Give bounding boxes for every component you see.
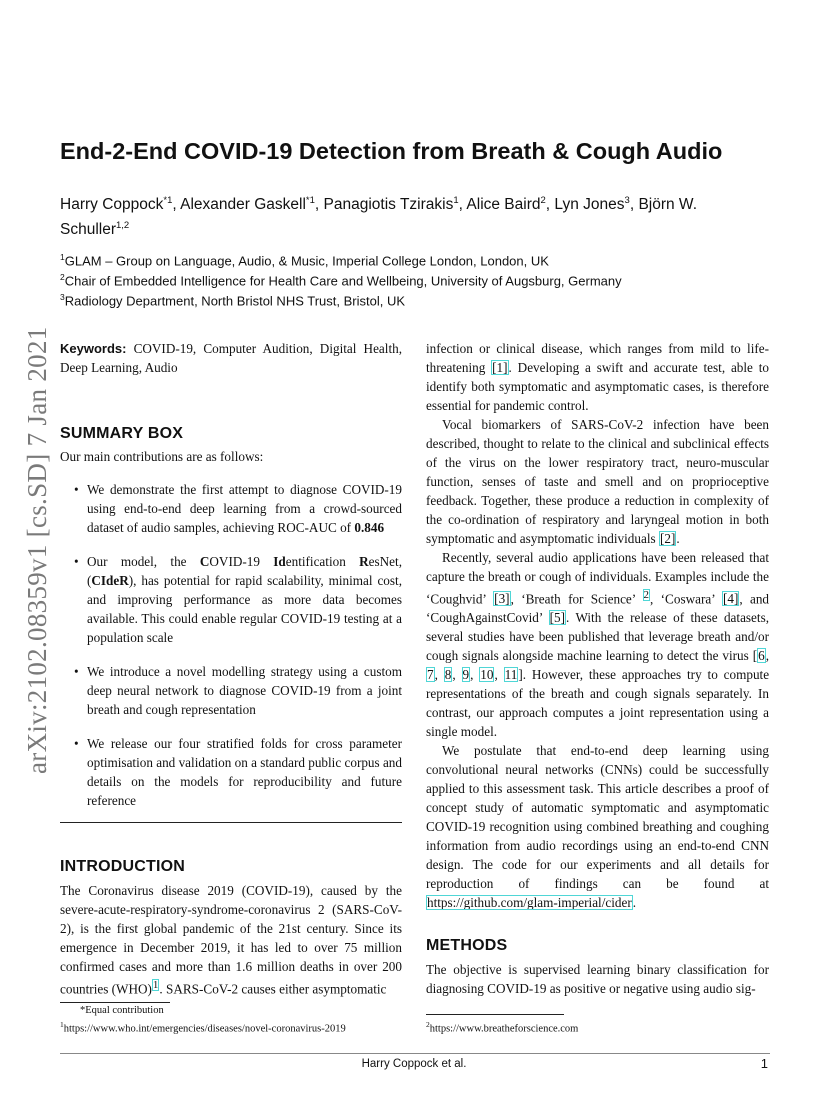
methods-paragraph: The objective is supervised learning binary classification for diagnosing COVID-19 as positive or negative using audio sig- [426, 962, 769, 997]
bullet-text: entification [285, 554, 360, 569]
paragraph-text: . However, these approaches try to compute representations of the breath and cough signals separately. In contrast, our approach computes a joint representation using a single model. [426, 667, 770, 740]
author-separator: , [458, 196, 467, 214]
bullet-text: We demonstrate the first attempt to diagnose COVID-19 using end-to-end deep learning from a crowd-sourced dataset of audio samples, achieving ROC-AUC of [87, 482, 402, 535]
footnote-2 [426, 1018, 578, 1037]
author-affil-mark: 1,2 [116, 220, 130, 232]
keywords [60, 339, 402, 377]
author-affil-mark: *1 [163, 195, 173, 206]
citation-link[interactable]: [2] [659, 531, 676, 546]
citation-link[interactable]: 9 [462, 667, 470, 683]
paragraph-text: , [765, 648, 769, 664]
footnote-equal: *Equal contribution [80, 1005, 164, 1016]
footnote-url[interactable]: https://www.breatheforscience.com [429, 1023, 579, 1035]
arxiv-stamp: arXiv:2102.08359v1 [cs.SD] 7 Jan 2021 [22, 326, 52, 774]
code-link[interactable]: https://github.com/glam-imperial/cider [427, 895, 632, 911]
summary-intro: Our main contributions are as follows: [60, 449, 264, 464]
citation-link[interactable]: 6 [758, 648, 765, 664]
footnote-divider [60, 1002, 170, 1003]
paragraph-text: . Developing a swift and accurate test, able to identify both symptomatic and asymptomatic cases, is therefore essential for pandemic control. [426, 360, 769, 413]
affiliation-text: GLAM – Group on Language, Audio, & Music, Imperial College London, London, UK [64, 253, 549, 269]
author-affil-mark: 2 [540, 195, 546, 206]
bullet-bold: R [359, 554, 369, 569]
author-separator: , [314, 196, 324, 214]
affiliation-mark: 2 [60, 272, 65, 282]
summary-bullet [60, 480, 402, 537]
author-affil-mark: *1 [305, 195, 315, 206]
footnote-mark: 1 [60, 1020, 64, 1029]
footnote-url[interactable]: https://www.who.int/emergencies/diseases/novel-coronavirus-2019 [63, 1023, 346, 1035]
paragraph-text: , [470, 667, 480, 683]
bullet-bold: C [199, 554, 210, 569]
author-separator: , [545, 196, 555, 214]
introduction-paragraph [60, 881, 402, 998]
keywords-label: Keywords: [60, 341, 127, 356]
paragraph [426, 339, 769, 415]
paragraph [426, 741, 769, 912]
citation-link[interactable]: [4] [722, 591, 739, 607]
bullet-text: Our model, the [87, 554, 200, 569]
paragraph-text: , [452, 667, 462, 683]
citation-link[interactable]: 8 [444, 667, 452, 683]
author-name: Björn W. Schuller [60, 196, 698, 239]
bullet-text: OVID-19 [209, 554, 274, 569]
author-name: Harry Coppock [60, 196, 164, 214]
author-separator: , [629, 196, 639, 214]
paragraph [426, 415, 769, 548]
introduction [60, 857, 402, 998]
citation-link[interactable]: [5] [549, 610, 566, 626]
bullet-text: ), has potential for rapid scalability, minimal cost, and improving performance as more data becomes available. This could enable regular COVID-19 testing at a population scale [87, 573, 402, 645]
paragraph-text: , [434, 667, 444, 683]
author-list [60, 190, 770, 240]
summary-box [60, 424, 402, 825]
bullet-bold: Id [273, 554, 286, 569]
citation-link[interactable]: 7 [427, 667, 434, 683]
bullet-text: We introduce a novel modelling strategy using a custom deep neural network to diagnose COVID-19 from a joint breath and cough representation [87, 664, 402, 717]
summary-bullet [60, 662, 402, 719]
paragraph-text: ] [518, 667, 523, 683]
summary-bullet [60, 552, 402, 647]
footnote-link[interactable]: 2 [643, 589, 650, 601]
paragraph-text: . With the release of these datasets, several studies have been published that leverage breath and/or cough signals alongside machine learning to detect the virus [426, 610, 769, 664]
right-column [426, 339, 769, 998]
author-affil-mark: 1 [453, 195, 459, 206]
affiliation [60, 268, 780, 290]
footer-author: Harry Coppock et al. [361, 1058, 467, 1070]
affiliation-mark: 1 [60, 252, 65, 262]
bullet-text: We release our four stratified folds for cross parameter optimisation and validation on a standard public corpus and details on the models for reproducibility and future reference [87, 736, 402, 808]
paragraph [426, 548, 769, 741]
summary-heading: SUMMARY BOX [60, 425, 184, 442]
paragraph-text: The Coronavirus disease 2019 (COVID-19), caused by the severe-acute-respiratory-syndrome-coronavirus 2 (SARS-CoV-2), is the first global pandemic of the 21st century. Since its emergence in December 2019, it has led to over 75 million confirmed cases and more than 1.6 million deaths in over 200 countries (WHO) [60, 883, 402, 997]
citation-link[interactable]: 11 [504, 667, 518, 683]
author-name: Alice Baird [466, 196, 541, 214]
paragraph-text: . [632, 895, 637, 911]
footer-divider [60, 1053, 770, 1054]
paragraph-text: . [676, 531, 680, 546]
affiliation-text: Radiology Department, North Bristol NHS Trust, Bristol, UK [64, 293, 406, 309]
page-number: 1 [760, 1056, 768, 1071]
affiliation-text: Chair of Embedded Intelligence for Health Care and Wellbeing, University of Augsburg, Germany [64, 273, 622, 289]
author-name: Alexander Gaskell [180, 196, 306, 214]
paragraph-text: , ‘Breath for Science’ [510, 591, 643, 607]
paragraph-text: Vocal biomarkers of SARS-CoV-2 infection have been described, thought to relate to the clinical and subclinical effects of the virus on the lower respiratory tract, neuro-muscular function, senses of taste and smell and on proprioceptive feedback. Together, these produce a reduction in complexity of the co-ordination of respiratory and laryngeal motion in both symptomatic and asymptomatic individuals [426, 417, 769, 546]
citation-link[interactable]: 10 [480, 667, 494, 683]
bullet-bold: CIdeR [91, 573, 129, 588]
paragraph-text: , and ‘CoughAgainstCovid’ [426, 591, 770, 626]
paragraph-text: , ‘Coswara’ [650, 591, 722, 607]
footnote-divider [426, 1014, 564, 1015]
paragraph-text: Recently, several audio applications have been released that capture the breath or cough of individuals. Examples include the ‘Coughvid’ [426, 550, 769, 607]
bullet-text: esNet, ( [87, 554, 402, 588]
footnote-link[interactable]: 1 [152, 979, 159, 991]
paper-title: End-2-End COVID-19 Detection from Breath & Cough Audio [60, 138, 723, 164]
paragraph-text: infection or clinical disease, which ranges from mild to life-threatening [426, 341, 769, 375]
citation-link[interactable]: [1] [492, 360, 508, 375]
summary-divider [60, 822, 402, 823]
footnote-1 [60, 1018, 346, 1037]
author-affil-mark: 3 [624, 195, 630, 206]
summary-bullet [60, 734, 402, 810]
affiliation [60, 248, 780, 270]
author-separator: , [172, 196, 181, 214]
citation-link[interactable]: [3] [494, 591, 510, 607]
author-name: Lyn Jones [554, 196, 625, 214]
footnote-mark: 2 [426, 1020, 430, 1029]
paragraph-text: [ [752, 648, 758, 664]
introduction-heading: INTRODUCTION [60, 858, 186, 875]
affiliation [60, 288, 780, 310]
author-name: Panagiotis Tzirakis [323, 196, 454, 214]
summary-list [60, 480, 402, 810]
affiliation-mark: 3 [60, 292, 65, 302]
bullet-bold: 0.846 [354, 520, 385, 535]
paragraph-text: , [494, 667, 504, 683]
paragraph-text: We postulate that end-to-end deep learning using convolutional neural networks (CNNs) could be successfully applied to this assessment task. This article describes a proof of concept study of automatic symptomatic and asymptomatic COVID-19 recognition using combined breathing and coughing information from audio recordings using an end-to-end CNN design. The code for our experiments and all details for reproduction of findings can be found at [426, 743, 769, 892]
paragraph-text: . SARS-CoV-2 causes either asymptomatic [159, 981, 387, 997]
keywords-text: COVID-19, Computer Audition, Digital Health, Deep Learning, Audio [60, 341, 402, 375]
methods-heading: METHODS [426, 937, 508, 955]
